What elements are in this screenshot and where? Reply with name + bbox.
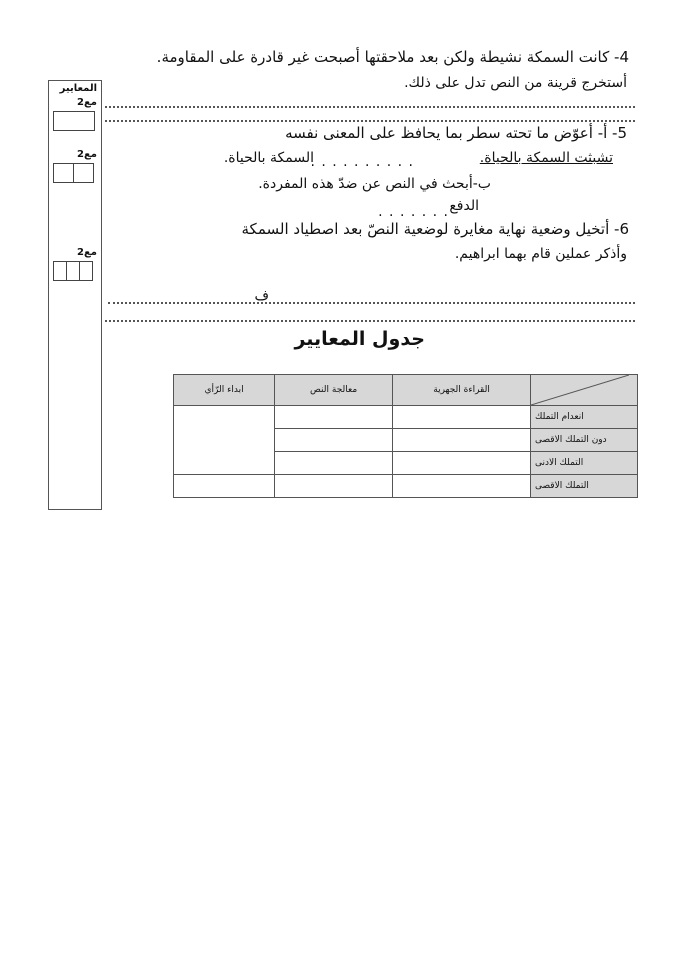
criteria-column (48, 80, 102, 510)
row-label: التملك الادنى (531, 452, 638, 475)
score-box (53, 261, 93, 281)
table-row (174, 475, 638, 498)
q4-text: 4- كانت السمكة نشيطة ولكن بعد ملاحقتها أصبحت غير قادرة على المقاومة. (156, 48, 629, 66)
answer-line (108, 302, 635, 304)
score-box (53, 111, 95, 131)
row-label: دون التملك الاقصى (531, 429, 638, 452)
table-title: جدول المعايير (294, 328, 425, 350)
diagonal-line (531, 375, 629, 405)
answer-line (105, 320, 635, 322)
criterion-label: مع2 (77, 97, 97, 108)
criteria-title: المعايير (59, 83, 97, 94)
q4-instruction: أستخرج قرينة من النص تدل على ذلك. (404, 75, 627, 91)
q5-text: 5- أ- أعوّض ما تحته سطر بما يحافظ على المعنى نفسه (285, 124, 627, 142)
q5-item-a: تشبثت السمكة بالحياة. (479, 150, 613, 166)
q5-part-b: ب-أبحث في النص عن ضدّ هذه المفردة. (258, 176, 491, 192)
q6-instruction: وأذكر عملين قام بهما ابراهيم. (454, 246, 627, 262)
answer-line (105, 106, 635, 108)
q5-blank: . . . . . . . . . . (310, 154, 414, 170)
criteria-table (173, 374, 638, 498)
q5-word: الدفع (449, 198, 479, 214)
corner-cell (531, 375, 638, 406)
q5-word-blank: . . . . . . . (378, 204, 449, 220)
table-row (174, 406, 638, 429)
q5-item-b: السمكة بالحياة. (223, 150, 314, 166)
row-label: انعدام التملك (531, 406, 638, 429)
criterion-label: مع2 (77, 149, 97, 160)
q6-prefix: ف (254, 288, 269, 304)
criterion-label: مع2 (77, 247, 97, 258)
answer-line (105, 120, 635, 122)
header-opinion: ابداء الرّأي (174, 375, 275, 406)
table-header-row (174, 375, 638, 406)
score-box (53, 163, 94, 183)
header-processing: معالجة النص (275, 375, 393, 406)
q6-text: 6- أتخيل وضعية نهاية مغايرة لوضعية النصّ بعد اصطياد السمكة (241, 220, 629, 238)
row-label: التملك الاقصى (531, 475, 638, 498)
header-reading: القراءة الجهرية (393, 375, 531, 406)
